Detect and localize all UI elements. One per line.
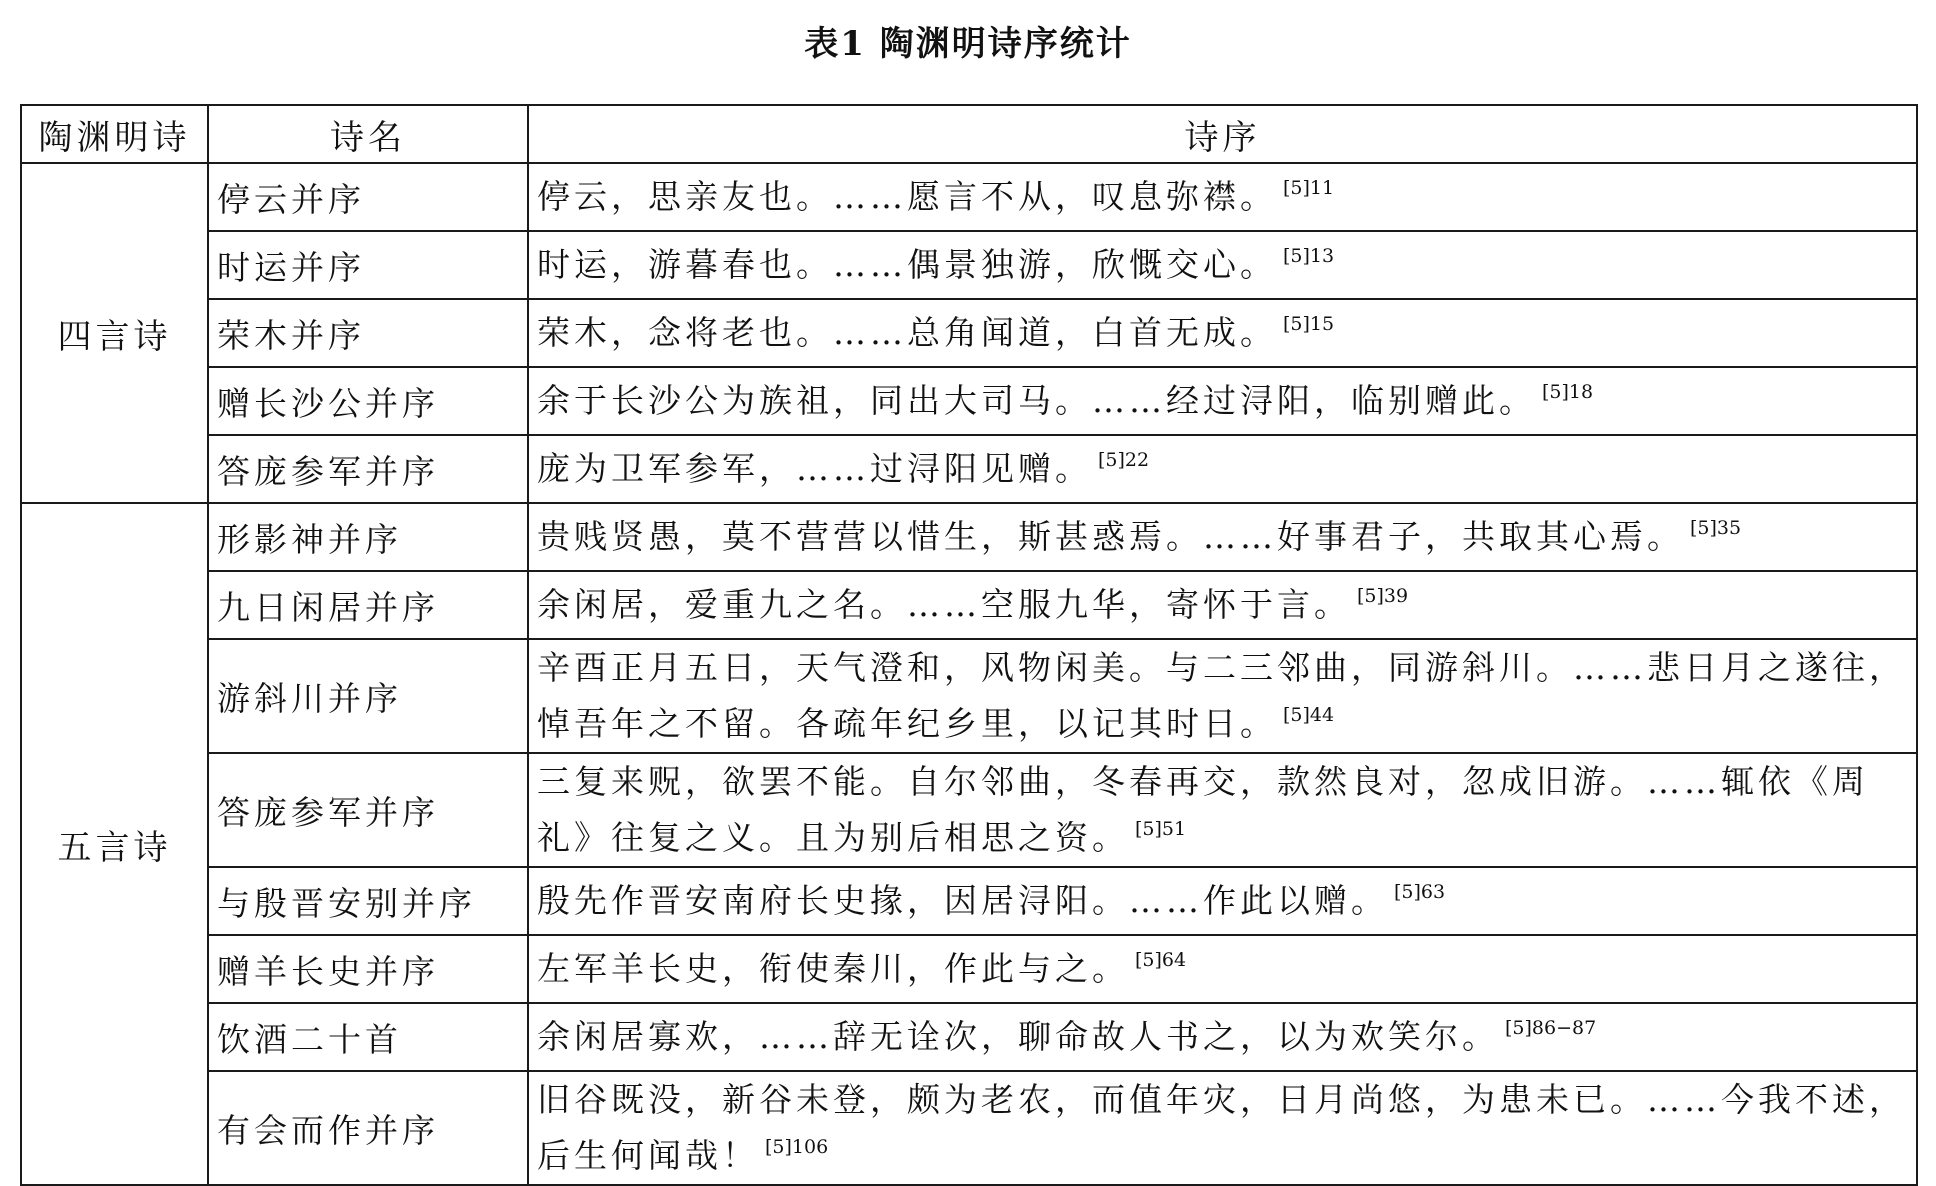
poem-title: 时运并序 xyxy=(208,231,528,299)
poem-preface: 辛酉正月五日，天气澄和，风物闲美。与二三邻曲，同游斜川。……悲日月之遂往，悼吾年之不留。各疏年纪乡里，以记其时日。 $^{[5]44}$ xyxy=(528,639,1917,753)
citation: [5]51 xyxy=(1135,818,1187,840)
poem-preface: 左军羊长史，衔使秦川，作此与之。 $^{[5]64}$ xyxy=(528,935,1917,1003)
header-category: 陶渊明诗 xyxy=(21,105,208,163)
category-cell: 五言诗 xyxy=(21,503,208,1185)
table-row xyxy=(21,571,1917,639)
poem-preface: 贵贱贤愚，莫不营营以惜生，斯甚惑焉。……好事君子，共取其心焉。 $^{[5]35}$ xyxy=(528,503,1917,571)
citation: [5]39 xyxy=(1357,585,1409,607)
poem-title: 赠羊长史并序 xyxy=(208,935,528,1003)
poem-title: 答庞参军并序 xyxy=(208,435,528,503)
table-row xyxy=(21,639,1917,753)
poem-title: 游斜川并序 xyxy=(208,639,528,753)
citation: [5]44 xyxy=(1283,704,1335,726)
table-caption: 表1 陶渊明诗序统计 xyxy=(804,24,1132,64)
citation: [5]22 xyxy=(1098,449,1150,471)
table-row xyxy=(21,867,1917,935)
header-title: 诗名 xyxy=(208,105,528,163)
table-row xyxy=(21,1003,1917,1071)
category-cell: 四言诗 xyxy=(21,163,208,503)
poem-title: 饮酒二十首 xyxy=(208,1003,528,1071)
table-row xyxy=(21,503,1917,571)
poem-preface: 停云，思亲友也。……愿言不从，叹息弥襟。 $^{[5]11}$ xyxy=(528,163,1917,231)
poem-title: 有会而作并序 xyxy=(208,1071,528,1185)
citation: [5]18 xyxy=(1542,381,1594,403)
table-row xyxy=(21,231,1917,299)
poem-title: 停云并序 xyxy=(208,163,528,231)
poem-title: 荣木并序 xyxy=(208,299,528,367)
poem-title: 九日闲居并序 xyxy=(208,571,528,639)
table-row xyxy=(21,753,1917,867)
poem-title: 形影神并序 xyxy=(208,503,528,571)
poem-title: 与殷晋安别并序 xyxy=(208,867,528,935)
poem-title: 赠长沙公并序 xyxy=(208,367,528,435)
table-row xyxy=(21,163,1917,231)
poem-preface: 时运，游暮春也。……偶景独游，欣慨交心。 $^{[5]13}$ xyxy=(528,231,1917,299)
citation: [5]86−87 xyxy=(1505,1017,1597,1039)
table-row xyxy=(21,299,1917,367)
table-row xyxy=(21,367,1917,435)
citation: [5]13 xyxy=(1283,245,1335,267)
table-row xyxy=(21,435,1917,503)
citation: [5]15 xyxy=(1283,313,1335,335)
poem-preface: 殷先作晋安南府长史掾，因居浔阳。……作此以赠。 $^{[5]63}$ xyxy=(528,867,1917,935)
poem-preface: 余闲居，爱重九之名。……空服九华，寄怀于言。 $^{[5]39}$ xyxy=(528,571,1917,639)
table-row xyxy=(21,1071,1917,1185)
citation: [5]64 xyxy=(1135,949,1187,971)
poem-preface: 荣木，念将老也。……总角闻道，白首无成。 $^{[5]15}$ xyxy=(528,299,1917,367)
header-preface: 诗序 xyxy=(528,105,1917,163)
poem-preface: 余于长沙公为族祖，同出大司马。……经过浔阳，临别赠此。 $^{[5]18}$ xyxy=(528,367,1917,435)
poem-title: 答庞参军并序 xyxy=(208,753,528,867)
poem-preface: 旧谷既没，新谷未登，颇为老农，而值年灾，日月尚悠，为患未已。……今我不述，后生何闻哉！ $^{[5]106}$ xyxy=(528,1071,1917,1185)
table-row xyxy=(21,935,1917,1003)
poem-preface: 余闲居寡欢，……辞无诠次，聊命故人书之，以为欢笑尔。 $^{[5]86-87}$ xyxy=(528,1003,1917,1071)
citation: [5]106 xyxy=(765,1136,829,1158)
poem-preface-table xyxy=(20,104,1918,1186)
citation: [5]11 xyxy=(1283,177,1335,199)
citation: [5]35 xyxy=(1690,517,1742,539)
poem-preface: 庞为卫军参军，……过浔阳见赠。 $^{[5]22}$ xyxy=(528,435,1917,503)
poem-preface: 三复来贶，欲罢不能。自尔邻曲，冬春再交，款然良对，忽成旧游。……辄依《周礼》往复之义。且为别后相思之资。 $^{[5]51}$ xyxy=(528,753,1917,867)
citation: [5]63 xyxy=(1394,881,1446,903)
